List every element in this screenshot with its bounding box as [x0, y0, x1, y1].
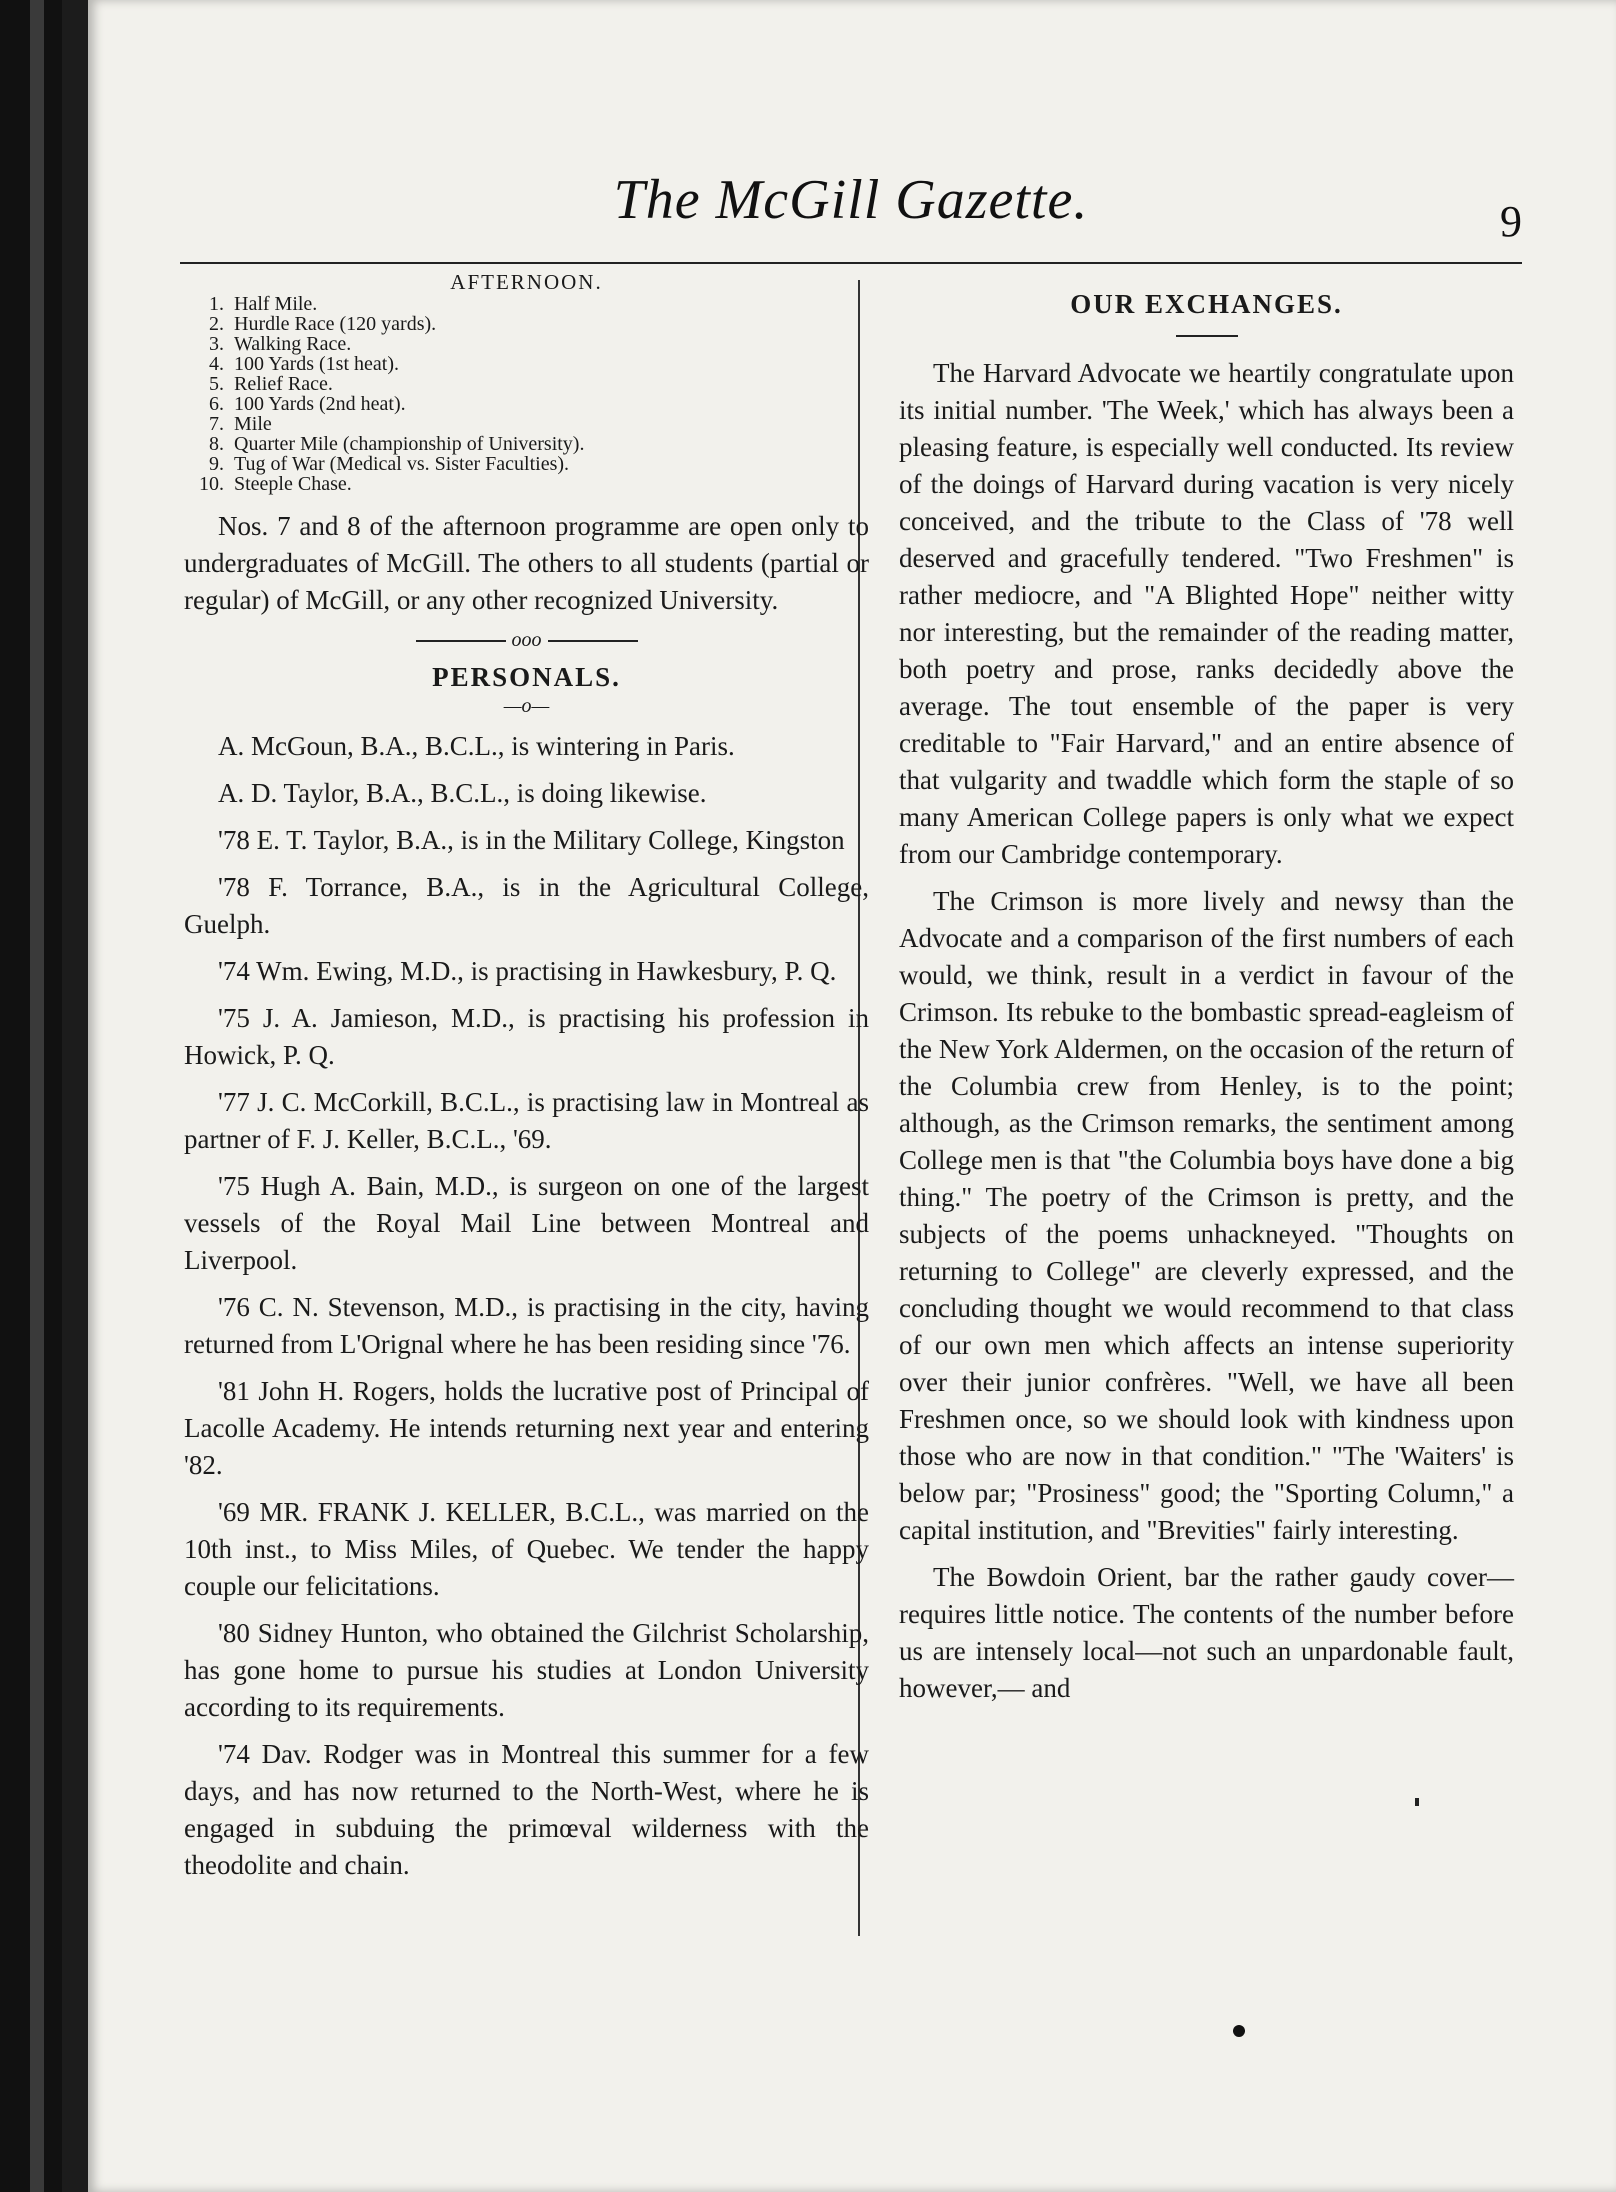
program-event: Tug of War (Medical vs. Sister Faculties).	[234, 453, 570, 475]
program-event: 100 Yards (1st heat).	[234, 353, 399, 375]
ink-spot	[1233, 2025, 1245, 2037]
list-item	[184, 414, 869, 434]
program-event: Hurdle Race (120 yards).	[234, 313, 437, 335]
program-list	[184, 294, 869, 494]
page-number: 9	[1500, 197, 1522, 246]
ink-mark	[1415, 1798, 1419, 1806]
right-column	[899, 270, 1514, 1717]
personal-item: '78 F. Torrance, B.A., is in the Agricultural College, Guelph.	[184, 872, 869, 939]
personal-item: '81 John H. Rogers, holds the lucrative post of Principal of Lacolle Academy. He intends returning next year and entering '82.	[184, 1376, 869, 1480]
list-item	[184, 454, 869, 474]
list-item	[184, 374, 869, 394]
personal-item: '77 J. C. McCorkill, B.C.L., is practising law in Montreal as partner of F. J. Keller, B.C.L., '69.	[184, 1087, 869, 1154]
exchange-paragraph: The Bowdoin Orient, bar the rather gaudy cover—requires little notice. The contents of the number before us are intensely local—not such an unpardonable fault, however,— and	[899, 1562, 1514, 1703]
personal-item: '78 E. T. Taylor, B.A., is in the Military College, Kingston	[218, 825, 845, 855]
exchange-paragraph: The Harvard Advocate we heartily congratulate upon its initial number. 'The Week,' which has always been a pleasing feature, is especially well conducted. Its review of the doings of Harvard during vacation is very nicely conceived, and the tribute to the Class of '78 well deserved and gracefully tendered. "Two Freshmen" is rather mediocre, and "A Blighted Hope" neither witty nor interesting, but the remainder of the reading matter, both poetry and prose, ranks decidedly above the average. The tout ensemble of the paper is very creditable to "Fair Harvard," and an entire absence of that vulgarity and twaddle which form the staple of so many American College papers is only what we expect from our Cambridge contemporary.	[899, 358, 1514, 869]
program-number: 8.	[209, 433, 224, 455]
exchange-paragraph: The Crimson is more lively and newsy than the Advocate and a comparison of the first numbers of each would, we think, result in a verdict in favour of the Crimson. Its rebuke to the bombastic spread-eagleism of the New York Aldermen, on the occasion of the return of the Columbia crew from Henley, is to the point; although, as the Crimson remarks, the sentiment among College men is that "the Columbia boys have done a big thing." The poetry of the Crimson is pretty, and the subjects of the poems unhackneyed. "Thoughts on returning to College" are cleverly expressed, and the concluding thought we would recommend to that class of our own men which affects an intense superiority over their junior confrères. "Well, we have all been Freshmen once, so we should look with kindness upon those who are now in that condition." "The 'Waiters' is below par; "Prosiness" good; the "Sporting Column," a capital institution, and "Brevities" fairly interesting.	[899, 886, 1514, 1545]
heading-rule	[1176, 335, 1238, 337]
program-number: 5.	[209, 373, 224, 395]
program-event: Steeple Chase.	[234, 473, 352, 495]
program-number: 3.	[209, 333, 224, 355]
program-number: 1.	[209, 293, 224, 315]
list-item	[184, 314, 869, 334]
personal-item: '80 Sidney Hunton, who obtained the Gilchrist Scholarship, has gone home to pursue his studies at London University according to its requirements.	[184, 1618, 869, 1722]
personal-item: '75 J. A. Jamieson, M.D., is practising his profession in Howick, P. Q.	[184, 1003, 869, 1070]
program-number: 6.	[209, 393, 224, 415]
list-item	[184, 394, 869, 414]
personal-item: '76 C. N. Stevenson, M.D., is practising in the city, having returned from L'Orignal where he has been residing since '76.	[184, 1292, 869, 1359]
list-item	[184, 294, 869, 314]
program-number: 9.	[209, 453, 224, 475]
program-event: Mile	[234, 413, 272, 435]
list-item	[184, 354, 869, 374]
personal-item: '74 Dav. Rodger was in Montreal this summer for a few days, and has now returned to the North-West, where he is engaged in subduing the primœval wilderness with the theodolite and chain.	[184, 1739, 869, 1880]
program-number: 4.	[209, 353, 224, 375]
program-number: 7.	[209, 413, 224, 435]
ornament-rule	[416, 640, 506, 642]
list-item	[184, 334, 869, 354]
header-rule	[180, 262, 1522, 264]
list-item	[184, 474, 869, 494]
page-header	[180, 168, 1522, 264]
personal-item: '75 Hugh A. Bain, M.D., is surgeon on one of the largest vessels of the Royal Mail Line between Montreal and Liverpool.	[184, 1171, 869, 1275]
ornament-text: ooo	[511, 629, 542, 651]
program-event: Quarter Mile (championship of University).	[234, 433, 585, 455]
program-number: 10.	[199, 473, 224, 495]
program-event: Walking Race.	[234, 333, 352, 355]
section-ornament	[184, 629, 869, 651]
personal-item: A. McGoun, B.A., B.C.L., is wintering in Paris.	[218, 731, 735, 761]
left-column	[184, 270, 869, 1894]
program-event: 100 Yards (2nd heat).	[234, 393, 406, 415]
personal-item: '69 MR. FRANK J. KELLER, B.C.L., was married on the 10th inst., to Miss Miles, of Quebec. We tender the happy couple our felicitations.	[184, 1497, 869, 1601]
personal-item: '74 Wm. Ewing, M.D., is practising in Hawkesbury, P. Q.	[218, 956, 837, 986]
personals-ornament: —o—	[503, 695, 550, 717]
scan-margin	[0, 0, 62, 2192]
masthead-title: The McGill Gazette.	[613, 169, 1089, 231]
personal-item: A. D. Taylor, B.A., B.C.L., is doing likewise.	[218, 778, 707, 808]
list-item	[184, 434, 869, 454]
ornament-rule	[548, 640, 638, 642]
exchanges-heading: OUR EXCHANGES.	[1070, 289, 1343, 319]
gazette-page	[88, 0, 1616, 2192]
program-event: Half Mile.	[234, 293, 318, 315]
program-note: Nos. 7 and 8 of the afternoon programme are open only to undergraduates of McGill. The others to all students (partial or regular) of McGill, or any other recognized University.	[184, 511, 869, 615]
adjacent-page-edge	[30, 0, 44, 2192]
program-event: Relief Race.	[234, 373, 333, 395]
program-number: 2.	[209, 313, 224, 335]
program-heading: AFTERNOON.	[450, 270, 603, 294]
personals-heading: PERSONALS.	[432, 662, 621, 692]
